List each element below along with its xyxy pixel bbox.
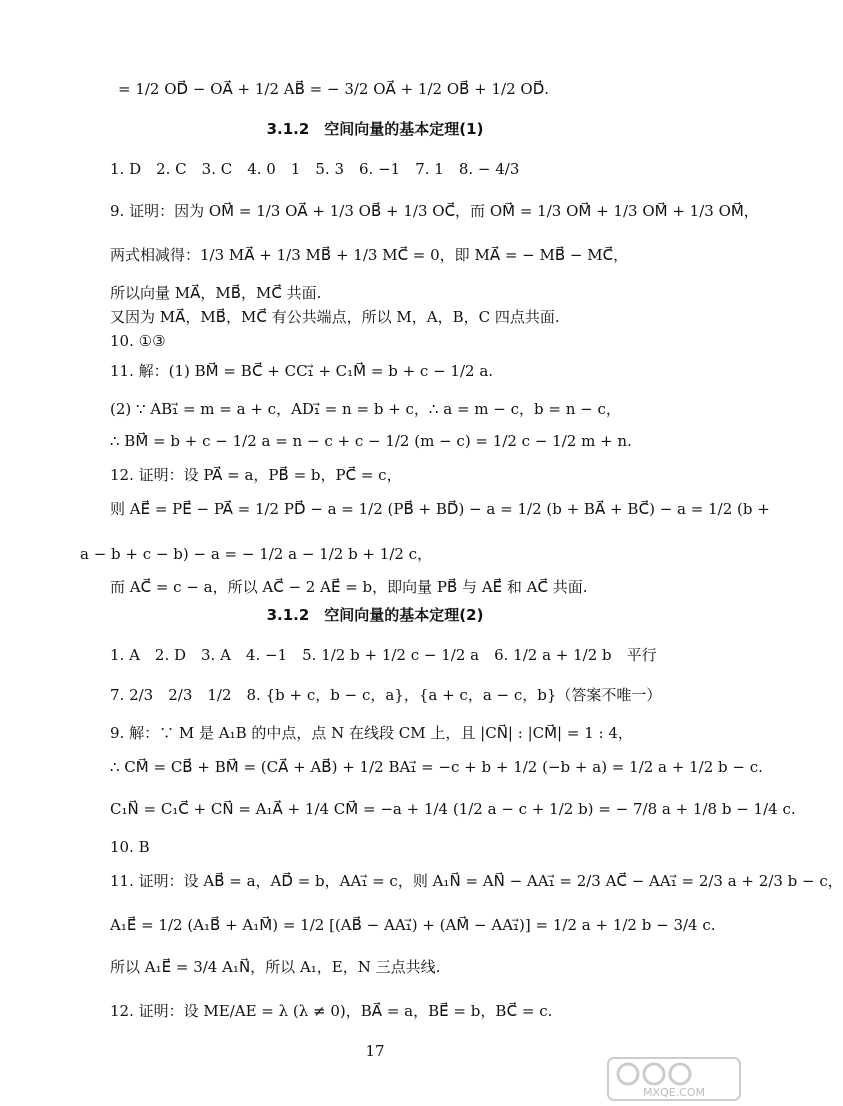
section-heading-1: 3.1.2 空间向量的基本定理(1) — [266, 120, 484, 138]
text-line-5: 两式相减得：1/3 MA⃗ + 1/3 MB⃗ + 1/3 MC⃗ = 0，即 MA⃗ = − MB⃗ − MC⃗， — [110, 246, 629, 264]
text-line-21: C₁N⃗ = C₁C⃗ + CN⃗ = A₁A⃗ + 1/4 CM⃗ = −a + 1/4 (1/2 a − c + 1/2 b) = − 7/8 a + 1/8 b − 1/4 c. — [110, 800, 796, 818]
text-line-15: 而 AC⃗ = c − a，所以 AC⃗ − 2 AE⃗ = b，即向量 PB⃗ 与 AE⃗ 和 AC⃗ 共面. — [110, 578, 588, 596]
text-line-3: 1. D 2. C 3. C 4. 0 1 5. 3 6. −1 7. 1 8. − 4/3 — [110, 160, 520, 178]
page-number: 17 — [365, 1042, 385, 1060]
text-line-22: 10. B — [110, 838, 150, 856]
text-line-19: 9. 解：∵ M 是 A₁B 的中点，点 N 在线段 CM 上，且 |CN⃗| : |CM⃗| = 1 : 4， — [110, 724, 633, 742]
text-line-8: 10. ①③ — [110, 332, 166, 350]
text-line-9: 11. 解：(1) BM⃗ = BC⃗ + CC₁⃗ + C₁M⃗ = b + c − 1/2 a. — [110, 362, 494, 380]
watermark-logo-icon — [606, 1056, 742, 1102]
text-line-17: 1. A 2. D 3. A 4. −1 5. 1/2 b + 1/2 c − 1/2 a 6. 1/2 a + 1/2 b 平行 — [110, 646, 657, 664]
text-line-25: 所以 A₁E⃗ = 3/4 A₁N⃗，所以 A₁，E，N 三点共线. — [110, 958, 441, 976]
watermark-text: MXQE.COM — [643, 1086, 705, 1099]
text-line-4: 9. 证明：因为 OM⃗ = 1/3 OA⃗ + 1/3 OB⃗ + 1/3 OC⃗，而 OM⃗ = 1/3 OM⃗ + 1/3 OM⃗ + 1/3 OM⃗， — [110, 202, 759, 220]
text-line-11: ∴ BM⃗ = b + c − 1/2 a = n − c + c − 1/2 (m − c) = 1/2 c − 1/2 m + n. — [110, 432, 632, 450]
text-line-6: 所以向量 MA⃗，MB⃗，MC⃗ 共面. — [110, 284, 322, 302]
section-heading-2: 3.1.2 空间向量的基本定理(2) — [266, 606, 484, 624]
text-line-14: a − b + c − b) − a = − 1/2 a − 1/2 b + 1/2 c， — [80, 545, 433, 563]
text-line-12: 12. 证明：设 PA⃗ = a，PB⃗ = b，PC⃗ = c， — [110, 466, 402, 484]
text-line-26: 12. 证明：设 ME/AE = λ (λ ≠ 0)，BA⃗ = a，BE⃗ = b，BC⃗ = c. — [110, 1002, 553, 1020]
text-line-7: 又因为 MA⃗，MB⃗，MC⃗ 有公共端点，所以 M，A，B，C 四点共面. — [110, 308, 560, 326]
text-line-13: 则 AE⃗ = PE⃗ − PA⃗ = 1/2 PD⃗ − a = 1/2 (PB⃗ + BD⃗) − a = 1/2 (b + BA⃗ + BC⃗) − a = 1/2 (b + — [110, 500, 770, 518]
text-line-20: ∴ CM⃗ = CB⃗ + BM⃗ = (CA⃗ + AB⃗) + 1/2 BA₁⃗ = −c + b + 1/2 (−b + a) = 1/2 a + 1/2 b − c. — [110, 758, 763, 776]
text-line-10: (2) ∵ AB₁⃗ = m = a + c，AD₁⃗ = n = b + c，∴ a = m − c，b = n − c， — [110, 400, 621, 418]
text-line-23: 11. 证明：设 AB⃗ = a，AD⃗ = b，AA₁⃗ = c，则 A₁N⃗ = AN⃗ − AA₁⃗ = 2/3 AC⃗ − AA₁⃗ = 2/3 a + 2/3 b − c， — [110, 872, 843, 890]
text-line-1: = 1/2 OD⃗ − OA⃗ + 1/2 AB⃗ = − 3/2 OA⃗ + 1/2 OB⃗ + 1/2 OD⃗. — [118, 80, 550, 98]
text-line-24: A₁E⃗ = 1/2 (A₁B⃗ + A₁M⃗) = 1/2 [(AB⃗ − AA₁⃗) + (AM⃗ − AA₁⃗)] = 1/2 a + 1/2 b − 3/4 c. — [110, 916, 716, 934]
text-line-18: 7. 2/3 2/3 1/2 8. {b + c，b − c，a}，{a + c，a − c，b}（答案不唯一） — [110, 686, 662, 704]
